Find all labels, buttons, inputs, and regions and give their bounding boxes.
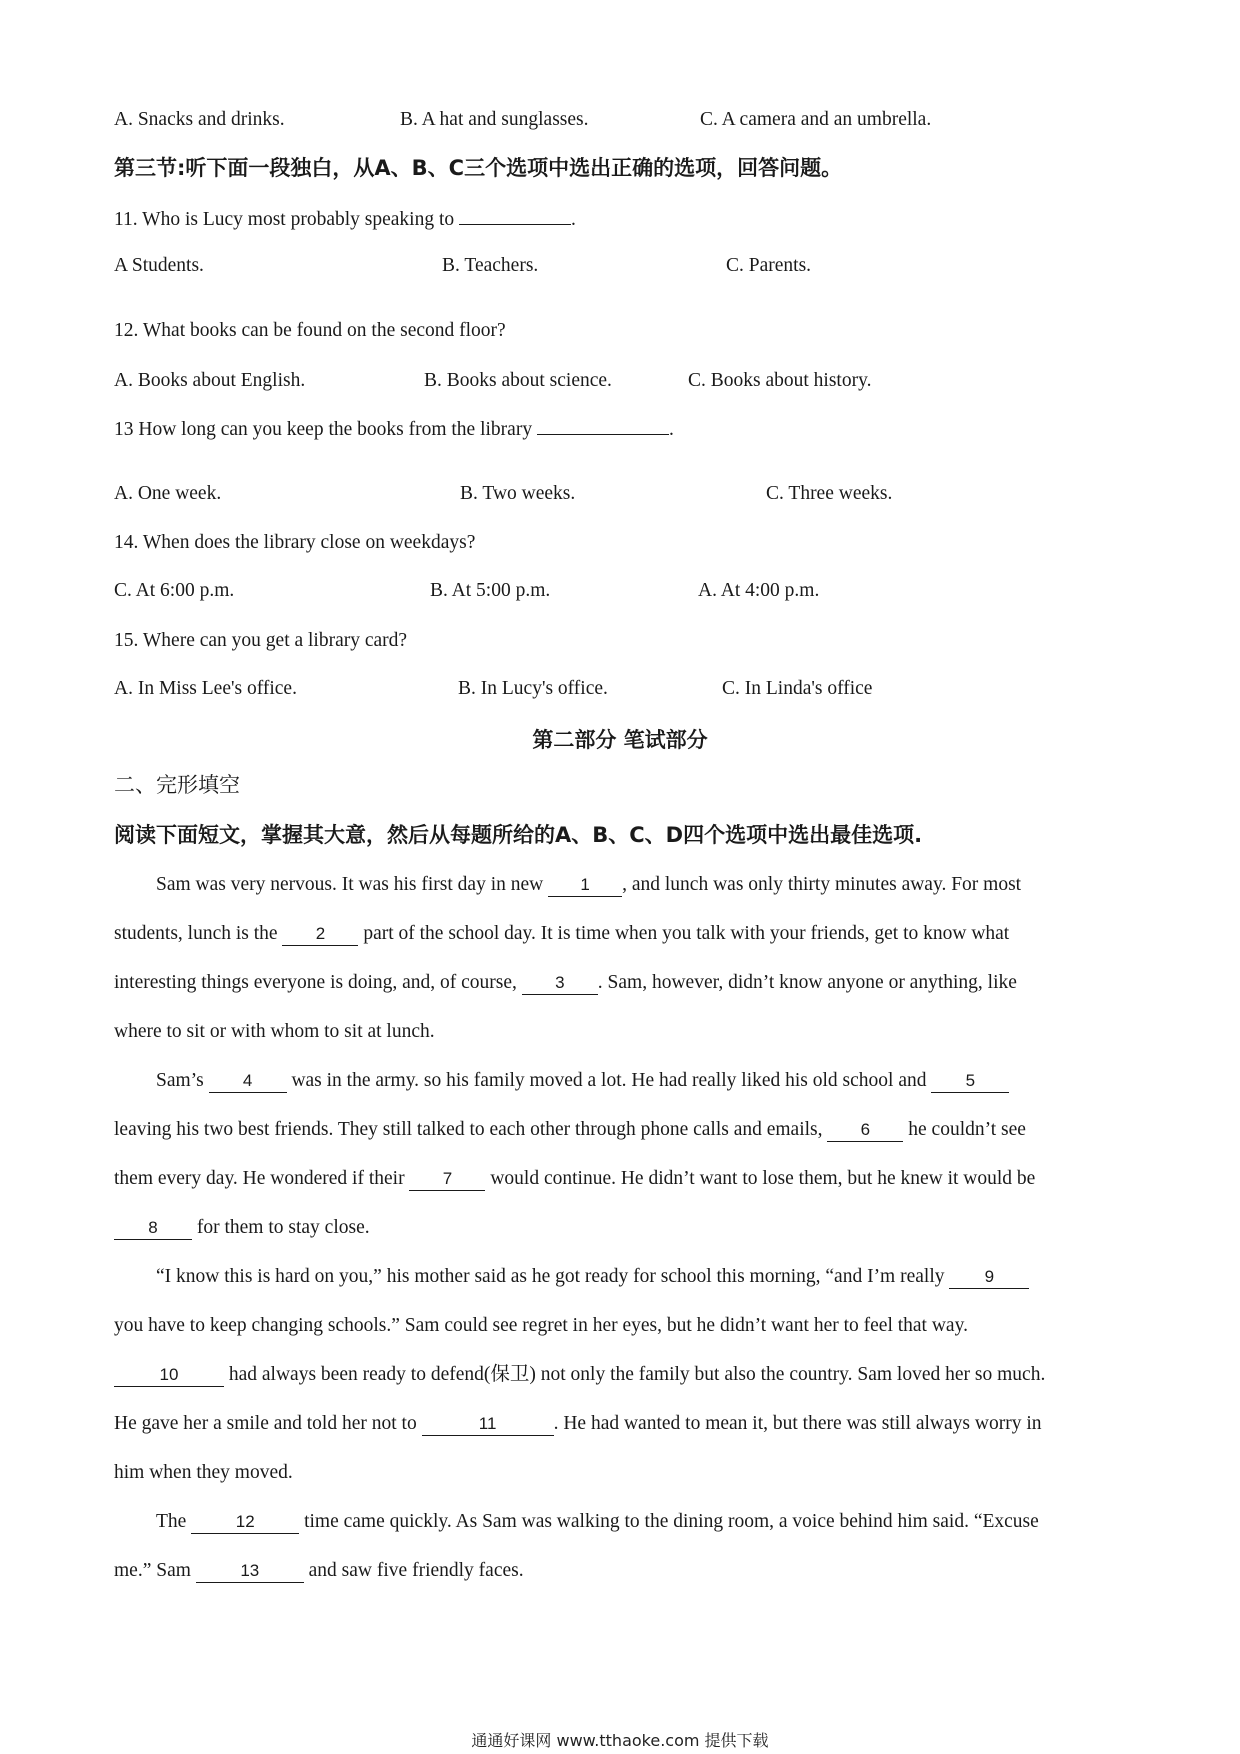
q13-answer-blank [537,416,669,435]
q11-option-b: B. Teachers. [442,255,539,276]
passage-p2-line1 [156,1068,1172,1094]
q15-option-b: B. In Lucy's office. [458,678,608,699]
text-span: he couldn’t see [903,1119,1026,1140]
passage-p4-line1 [156,1509,1172,1535]
text-span: was in the army. so his family moved a lot. He had really liked his old school and [286,1070,932,1091]
text-span: “I know this is hard on you,” his mother said as he got ready for school this morning, “and I’m really [156,1266,950,1287]
passage-p2-line4 [114,1215,1130,1241]
cloze-blank-13: 13 [196,1560,304,1583]
passage-p3-line1 [156,1264,1172,1290]
text-span: would continue. He didn’t want to lose them, but he knew it would be [485,1168,1036,1189]
text-span: time came quickly. As Sam was walking to the dining room, a voice behind him said. “Excuse [299,1511,1039,1532]
q11-answer-blank [459,206,571,225]
q13-option-c: C. Three weeks. [766,483,893,504]
passage-p1-line3 [114,970,1130,996]
passage-p2-line3 [114,1166,1130,1192]
q13-option-b: B. Two weeks. [460,483,576,504]
text-span: . Sam, however, didn’t know anyone or anything, like [597,972,1017,993]
text-span: interesting things everyone is doing, and, of course, [114,972,522,993]
text-span: them every day. He wondered if their [114,1168,410,1189]
passage-p1-line2 [114,921,1130,947]
q13-stem-text: 13 How long can you keep the books from the library [114,419,533,440]
text-span: part of the school day. It is time when you talk with your friends, get to know what [358,923,1010,944]
q11-stem [114,206,576,233]
q10-option-b: B. A hat and sunglasses. [400,109,589,130]
q14-option-c: C. At 6:00 p.m. [114,580,235,601]
q11-option-a: A Students. [114,255,204,276]
cloze-blank-12: 12 [191,1511,299,1534]
text-span: The [156,1511,192,1532]
passage-p2-line2 [114,1117,1130,1143]
q15-option-c: C. In Linda's office [722,678,873,699]
q11-option-c: C. Parents. [726,255,812,276]
cloze-blank-7: 7 [409,1168,485,1191]
q10-option-c: C. A camera and an umbrella. [700,109,932,130]
cloze-blank-1: 1 [548,874,622,897]
passage-p1-line4: where to sit or with whom to sit at lunch. [114,1021,435,1042]
q12-option-c: C. Books about history. [688,370,872,391]
text-span: , and lunch was only thirty minutes away. For most [622,874,1022,895]
q11-stem-text: 11. Who is Lucy most probably speaking to [114,209,455,230]
q14-option-b: B. At 5:00 p.m. [430,580,551,601]
text-span: . He had wanted to mean it, but there was still always worry in [553,1413,1042,1434]
cloze-blank-2: 2 [282,923,358,946]
passage-p3-line2: you have to keep changing schools.” Sam could see regret in her eyes, but he didn’t want her to feel that way. [114,1315,968,1336]
text-span: Sam’s [156,1070,209,1091]
text-span: and saw five friendly faces. [303,1560,524,1581]
q10-option-a: A. Snacks and drinks. [114,109,285,130]
part2-title: 第二部分 笔试部分 [532,728,708,752]
q15-option-a: A. In Miss Lee's office. [114,678,297,699]
q13-stem-end: . [668,419,674,440]
text-span: students, lunch is the [114,923,283,944]
cloze-title: 二、完形填空 [114,773,240,797]
passage-p4-line2 [114,1558,1130,1584]
cloze-blank-11: 11 [422,1413,554,1436]
q15-stem: 15. Where can you get a library card? [114,630,408,651]
text-span: Sam was very nervous. It was his first day in new [156,874,549,895]
cloze-blank-6: 6 [827,1119,903,1142]
section3-heading: 第三节:听下面一段独白，从A、B、C三个选项中选出正确的选项，回答问题。 [114,156,843,180]
q12-stem: 12. What books can be found on the second floor? [114,320,506,341]
cloze-blank-3: 3 [522,972,598,995]
q14-stem: 14. When does the library close on weekdays? [114,532,476,553]
q11-stem-end: . [571,209,576,230]
q14-option-a: A. At 4:00 p.m. [698,580,820,601]
text-span: me.” Sam [114,1560,196,1581]
cloze-blank-5: 5 [931,1070,1009,1093]
page-footer: 通通好课网 www.tthaoke.com 提供下载 [471,1731,769,1750]
q12-option-b: B. Books about science. [424,370,612,391]
text-span: had always been ready to defend(保卫) not only the family but also the country. Sam loved her so much. [224,1364,1046,1385]
cloze-blank-4: 4 [209,1070,287,1093]
text-span: for them to stay close. [192,1217,370,1238]
cloze-blank-10: 10 [114,1364,224,1387]
q12-option-a: A. Books about English. [114,370,306,391]
passage-p1-line1 [156,872,1172,898]
passage-p3-line4 [114,1411,1130,1437]
cloze-blank-8: 8 [114,1217,192,1240]
cloze-blank-9: 9 [949,1266,1029,1289]
q13-stem [114,416,674,443]
q13-option-a: A. One week. [114,483,222,504]
text-span: He gave her a smile and told her not to [114,1413,422,1434]
text-span: leaving his two best friends. They still talked to each other through phone calls and emails, [114,1119,828,1140]
passage-p3-line3 [114,1362,1130,1388]
cloze-instruction: 阅读下面短文，掌握其大意，然后从每题所给的A、B、C、D四个选项中选出最佳选项. [114,823,923,847]
passage-p3-line5: him when they moved. [114,1462,293,1483]
